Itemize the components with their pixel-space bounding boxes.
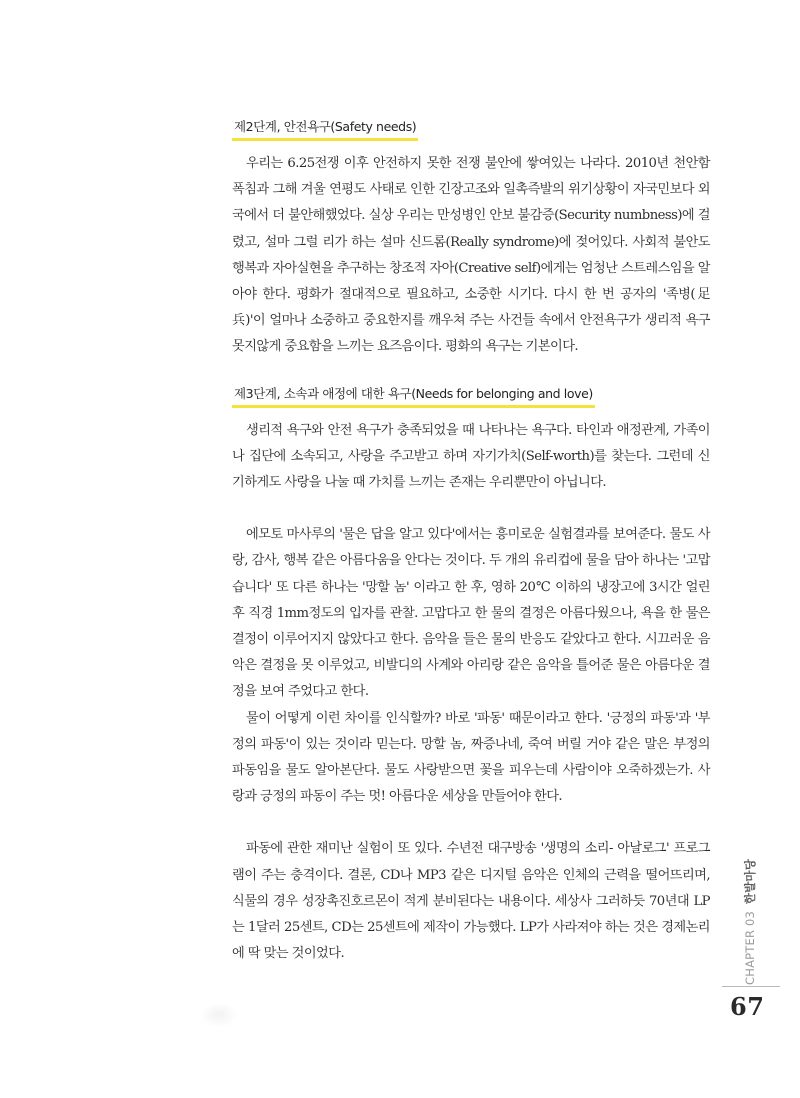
chapter-label <box>736 835 764 985</box>
body-paragraph: 우리는 6.25전쟁 이후 안전하지 못한 전쟁 불안에 쌓여있는 나라다. 2010년 천안함 폭침과 그해 겨울 연평도 사태로 인한 긴장고조와 일촉즉발의 위기상황이 자국민보다 외국에서 더 불안해했었다. 실상 우리는 만성병인 안보 불감증(Security numbness)에 걸렸고, 설마 그럴 리가 하는 설마 신드롬(Really syndrome)에 젖어있다. 사회적 불안도 행복과 자아실현을 추구하는 창조적 자아(Creative self)에게는 엄청난 스트레스임을 알아야 한다. 평화가 절대적으로 필요하고, 소중한 시기다. 다시 한 번 공자의 '족병(足兵)'이 얼마나 소중하고 중요한지를 깨우쳐 주는 사건들 속에서 안전욕구가 생리적 욕구 못지않게 중요함을 느끼는 요즈음이다. 평화의 욕구는 기본이다. <box>232 156 710 355</box>
body-paragraph: 파동에 관한 재미난 실험이 또 있다. 수년전 대구방송 '생명의 소리- 아날로그' 프로그램이 주는 충격이다. 결론, CD나 MP3 같은 디지털 음악은 인체의 근력을 떨어뜨리며, 식물의 경우 성장촉진호르몬이 적게 분비된다는 내용이다. 세상사 그러하듯 70년대 LP는 1달러 25센트, CD는 25센트에 제작이 가능했다. LP가 사라져야 하는 것은 경제논리에 딱 맞는 것이었다. <box>232 841 710 962</box>
body-paragraph: 에모토 마사루의 '물은 답을 알고 있다'에서는 흥미로운 실험결과를 보여준다. 물도 사랑, 감사, 행복 같은 아름다움을 안다는 것이다. 두 개의 유리컵에 물을 담아 하나는 '고맙습니다' 또 다른 하나는 '망할 놈' 이라고 한 후, 영하 20℃ 이하의 냉장고에 3시간 얼린 후 직경 1mm정도의 입자를 관찰. 고맙다고 한 물의 결정은 아름다웠으나, 욕을 한 물은 결정이 이루어지지 않았다고 한다. 음악을 들은 물의 반응도 같았다고 한다. 시끄러운 음악은 결정을 못 이루었고, 비발디의 사계와 아리랑 같은 음악을 틀어준 물은 아름다운 결정을 보여 주었다고 한다. <box>232 527 710 700</box>
page-number-rule <box>722 986 780 987</box>
section-belonging-love <box>232 383 710 497</box>
body-paragraph: 물이 어떻게 이런 차이를 인식할까? 바로 '파동' 때문이라고 한다. '긍정의 파동'과 '부정의 파동'이 있는 것이라 믿는다. 망할 놈, 짜증나네, 죽여 버릴 거야 같은 말은 부정의 파동임을 물도 알아본단다. 물도 사랑받으면 꽃을 피우는데 사람이야 오죽하겠는가. 사랑과 긍정의 파동이 주는 멋! 아름다운 세상을 만들어야 한다. <box>232 710 710 805</box>
page-content <box>232 116 710 967</box>
chapter-number: CHAPTER 03 <box>743 910 757 985</box>
scan-smudge <box>200 1002 238 1028</box>
section-heading: 제2단계, 안전욕구(Safety needs) <box>232 117 418 141</box>
section-heading: 제3단계, 소속과 애정에 대한 욕구(Needs for belonging and love) <box>232 384 595 408</box>
page-number: 67 <box>730 992 765 1021</box>
body-paragraph: 생리적 욕구와 안전 욕구가 충족되었을 때 나타나는 욕구다. 타인과 애정관계, 가족이나 집단에 소속되고, 사랑을 주고받고 하며 자기가치(Self-worth)를 찾는다. 그런데 신기하게도 사랑을 나눌 때 가치를 느끼는 존재는 우리뿐만이 아닙니다. <box>232 422 710 491</box>
chapter-title: 한발마당 <box>743 858 757 905</box>
chapter-sidebar <box>730 835 770 985</box>
section-safety-needs <box>232 116 710 361</box>
